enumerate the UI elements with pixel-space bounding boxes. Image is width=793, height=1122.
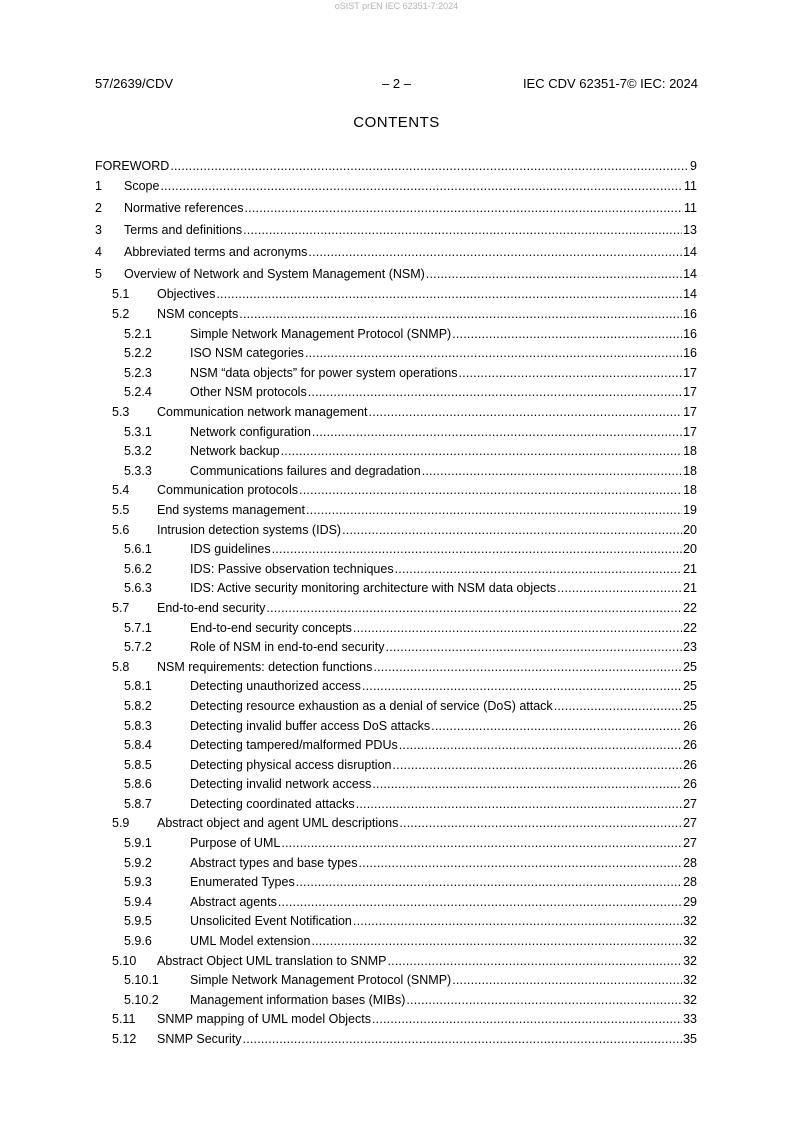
dot-leader — [554, 697, 682, 717]
toc-entry-page: 26 — [683, 718, 697, 733]
contents-title: CONTENTS — [353, 114, 440, 131]
dot-leader — [406, 991, 682, 1011]
toc-entry-title: Detecting physical access disruption — [190, 757, 392, 772]
toc-entry-number: 5.3.2 — [124, 444, 152, 459]
toc-entry-title: UML Model extension — [190, 934, 311, 949]
toc-entry[interactable] — [95, 814, 697, 834]
toc-entry-page: 33 — [683, 1012, 697, 1027]
toc-entry-number: 5.8.6 — [124, 777, 152, 792]
toc-entry[interactable] — [95, 462, 697, 482]
dot-leader — [353, 619, 682, 639]
toc-entry[interactable] — [95, 481, 697, 501]
toc-entry[interactable] — [95, 579, 697, 599]
toc-entry-page: 32 — [683, 973, 697, 988]
toc-entry[interactable] — [95, 834, 697, 854]
toc-entry-title: NSM requirements: detection functions — [157, 659, 373, 674]
dot-leader — [278, 893, 682, 913]
toc-entry-title: Detecting invalid network access — [190, 777, 372, 792]
toc-entry[interactable] — [95, 364, 697, 384]
header-standard-id: IEC CDV 62351-7© IEC: 2024 — [522, 76, 698, 91]
toc-entry-number: 5.8.4 — [124, 738, 152, 753]
toc-entry-page: 21 — [683, 581, 697, 596]
toc-entry[interactable] — [95, 1010, 697, 1030]
toc-entry-title: End-to-end security — [157, 600, 266, 615]
dot-leader — [426, 264, 682, 286]
toc-entry[interactable] — [95, 220, 697, 242]
toc-entry-page: 18 — [683, 483, 697, 498]
toc-entry-number: 5.7.1 — [124, 620, 152, 635]
toc-entry-number: 5 — [95, 266, 102, 281]
toc-entry-title: Detecting tampered/malformed PDUs — [190, 738, 398, 753]
toc-entry-number: 5.6.2 — [124, 561, 152, 576]
dot-leader — [358, 854, 682, 874]
toc-entry-page: 32 — [683, 914, 697, 929]
toc-entry-page: 23 — [683, 640, 697, 655]
toc-entry-title: Detecting unauthorized access — [190, 679, 361, 694]
toc-entry[interactable] — [95, 697, 697, 717]
toc-entry-number: 5.9.6 — [124, 934, 152, 949]
toc-entry[interactable] — [95, 176, 697, 198]
dot-leader — [272, 540, 682, 560]
dot-leader — [299, 481, 682, 501]
toc-entry-title: Abstract types and base types — [190, 855, 358, 870]
toc-entry-number: 5.1 — [112, 287, 130, 302]
toc-entry-title: Other NSM protocols — [190, 385, 307, 400]
toc-entry-title: Overview of Network and System Management (NSM) — [124, 266, 425, 281]
dot-leader — [243, 220, 682, 242]
toc-entry-page: 32 — [683, 992, 697, 1007]
toc-entry[interactable] — [95, 156, 697, 176]
toc-entry[interactable] — [95, 677, 697, 697]
toc-entry-title: Intrusion detection systems (IDS) — [157, 522, 342, 537]
toc-entry-number: 5.2.3 — [124, 365, 152, 380]
toc-entry-title: Network configuration — [190, 424, 311, 439]
toc-entry-number: 5.6 — [112, 522, 130, 537]
toc-entry-page: 18 — [683, 463, 697, 478]
toc-entry[interactable] — [95, 658, 697, 678]
toc-entry-number: 5.10.1 — [124, 973, 159, 988]
toc-entry-page: 27 — [683, 816, 697, 831]
toc-entry-title: Normative references — [124, 200, 244, 215]
toc-entry-page: 14 — [683, 266, 697, 281]
toc-entry-number: 5.3.1 — [124, 424, 152, 439]
toc-entry-page: 16 — [683, 307, 697, 322]
toc-entry-page: 16 — [683, 346, 697, 361]
dot-leader — [296, 873, 682, 893]
toc-entry[interactable] — [95, 442, 697, 462]
toc-entry-title: Simple Network Management Protocol (SNMP) — [190, 973, 452, 988]
toc-entry[interactable] — [95, 560, 697, 580]
dot-leader — [395, 560, 683, 580]
toc-entry-number: 5.6.3 — [124, 581, 152, 596]
toc-entry-page: 17 — [683, 405, 697, 420]
dot-leader — [353, 912, 682, 932]
toc-entry-title: Scope — [124, 179, 160, 193]
toc-entry-page: 29 — [683, 894, 697, 909]
toc-entry[interactable] — [95, 305, 697, 325]
dot-leader — [311, 932, 682, 952]
toc-entry[interactable] — [95, 285, 697, 305]
toc-entry-title: NSM “data objects” for power system operations — [190, 365, 458, 380]
toc-entry-title: Abstract object and agent UML descriptions — [157, 816, 399, 831]
dot-leader — [393, 756, 683, 776]
toc-entry-number: 1 — [95, 179, 102, 193]
toc-entry-page: 11 — [684, 179, 697, 193]
toc-entry-title: Detecting invalid buffer access DoS attacks — [190, 718, 431, 733]
toc-entry-page: 25 — [683, 679, 697, 694]
toc-entry-page: 22 — [683, 620, 697, 635]
toc-entry-title: End-to-end security concepts — [190, 620, 352, 635]
toc-entry[interactable] — [95, 756, 697, 776]
toc-entry-page: 26 — [683, 757, 697, 772]
header-page-number: – 2 – — [382, 76, 411, 91]
watermark: oSIST prEN IEC 62351-7:2024 — [334, 1, 459, 11]
toc-entry-number: 5.9.5 — [124, 914, 152, 929]
toc-entry[interactable] — [95, 325, 697, 345]
toc-entry-number: 5.7.2 — [124, 640, 152, 655]
toc-entry-title: Simple Network Management Protocol (SNMP) — [190, 326, 452, 341]
toc-entry-title: Objectives — [157, 287, 216, 302]
toc-entry-title: Communications failures and degradation — [190, 463, 421, 478]
toc-entry-page: 25 — [683, 698, 697, 713]
toc-entry-number: 5.3.3 — [124, 463, 152, 478]
dot-leader — [266, 599, 682, 619]
toc-entry-number: 5.8.5 — [124, 757, 152, 772]
toc-entry-number: 5.8 — [112, 659, 130, 674]
dot-leader — [342, 521, 682, 541]
toc-entry-page: 28 — [683, 855, 697, 870]
toc-entry[interactable] — [95, 952, 697, 972]
dot-leader — [372, 1010, 682, 1030]
dot-leader — [372, 775, 682, 795]
dot-leader — [306, 501, 682, 521]
toc-entry-page: 14 — [683, 287, 697, 302]
toc-entry-title: Abbreviated terms and acronyms — [124, 244, 308, 259]
toc-entry-title: Enumerated Types — [190, 875, 295, 890]
dot-leader — [458, 364, 682, 384]
toc-entry-page: 26 — [683, 777, 697, 792]
toc-entry[interactable] — [95, 619, 697, 639]
toc-entry[interactable] — [95, 521, 697, 541]
toc-entry-number: 5.9.4 — [124, 894, 152, 909]
toc-entry[interactable] — [95, 912, 697, 932]
toc-entry-number: 5.8.1 — [124, 679, 152, 694]
toc-entry-number: 5.7 — [112, 600, 130, 615]
toc-entry-page: 20 — [683, 522, 697, 537]
dot-leader — [387, 952, 682, 972]
toc-entry-title: Terms and definitions — [124, 222, 243, 237]
toc-entry-title: Management information bases (MIBs) — [190, 992, 406, 1007]
toc-entry-page: 35 — [683, 1032, 697, 1047]
toc-entry-title: Purpose of UML — [190, 836, 281, 851]
toc-entry-number: 5.8.2 — [124, 698, 152, 713]
toc-entry[interactable] — [95, 264, 697, 286]
toc-entry-title: Communication protocols — [157, 483, 299, 498]
toc-entry-title: NSM concepts — [157, 307, 239, 322]
toc-entry-page: 18 — [683, 444, 697, 459]
toc-entry-page: 20 — [683, 542, 697, 557]
toc-entry-number: 5.2.2 — [124, 346, 152, 361]
dot-leader — [308, 242, 682, 264]
dot-leader — [452, 325, 682, 345]
toc-entry-page: 28 — [683, 875, 697, 890]
toc-entry-title: Unsolicited Event Notification — [190, 914, 352, 929]
toc-entry[interactable] — [95, 344, 697, 364]
toc-entry[interactable] — [95, 932, 697, 952]
toc-entry[interactable] — [95, 403, 697, 423]
toc-entry[interactable] — [95, 638, 697, 658]
toc-entry-number: 5.4 — [112, 483, 130, 498]
toc-entry-number: 4 — [95, 244, 102, 259]
toc-entry-title: Role of NSM in end-to-end security — [190, 640, 385, 655]
toc-entry-page: 21 — [683, 561, 697, 576]
toc-entry[interactable] — [95, 893, 697, 913]
toc-entry-page: 17 — [683, 365, 697, 380]
toc-entry[interactable] — [95, 854, 697, 874]
toc-entry-title: IDS guidelines — [190, 542, 271, 557]
toc-entry[interactable] — [95, 383, 697, 403]
toc-entry-number: 5.8.3 — [124, 718, 152, 733]
toc-entry[interactable] — [95, 775, 697, 795]
toc-entry-title: Detecting resource exhaustion as a denial of service (DoS) attack — [190, 698, 553, 713]
toc-entry-title: IDS: Active security monitoring architecture with NSM data objects — [190, 581, 557, 596]
dot-leader — [160, 176, 683, 198]
toc-entry-number: 5.2 — [112, 307, 130, 322]
toc-entry-page: 14 — [683, 244, 697, 259]
header-document-number: 57/2639/CDV — [95, 76, 174, 91]
dot-leader — [399, 736, 682, 756]
toc-entry-number: 5.12 — [112, 1032, 137, 1047]
toc-entry-page: 13 — [683, 222, 697, 237]
toc-entry-number: 5.9.2 — [124, 855, 152, 870]
dot-leader — [373, 658, 682, 678]
toc-entry-page: 17 — [683, 424, 697, 439]
toc-entry[interactable] — [95, 717, 697, 737]
toc-entry[interactable] — [95, 198, 697, 220]
toc-entry-number: 5.9.3 — [124, 875, 152, 890]
toc-entry-number: 5.9.1 — [124, 836, 152, 851]
toc-entry-title: Network backup — [190, 444, 280, 459]
toc-entry-title: Abstract agents — [190, 894, 277, 909]
toc-entry[interactable] — [95, 501, 697, 521]
toc-entry-number: 2 — [95, 200, 102, 215]
table-of-contents — [95, 156, 697, 1050]
toc-entry-page: 27 — [683, 836, 697, 851]
toc-entry-number: 5.9 — [112, 816, 130, 831]
dot-leader — [243, 1030, 683, 1050]
toc-entry-number: 5.11 — [112, 1012, 136, 1027]
toc-entry-page: 9 — [690, 159, 697, 173]
toc-entry-number: 5.2.1 — [124, 326, 152, 341]
toc-entry-title: Communication network management — [157, 405, 368, 420]
dot-leader — [362, 677, 682, 697]
toc-entry-number: 5.2.4 — [124, 385, 152, 400]
toc-entry-number: 5.10 — [112, 953, 137, 968]
toc-entry-title: Abstract Object UML translation to SNMP — [157, 953, 387, 968]
toc-entry[interactable] — [95, 795, 697, 815]
dot-leader — [312, 423, 682, 443]
toc-entry-title: FOREWORD — [95, 159, 170, 173]
toc-entry[interactable] — [95, 736, 697, 756]
dot-leader — [216, 285, 682, 305]
toc-entry-number: 5.3 — [112, 405, 130, 420]
toc-entry[interactable] — [95, 873, 697, 893]
toc-entry-page: 32 — [683, 934, 697, 949]
dot-leader — [281, 442, 682, 462]
dot-leader — [239, 305, 682, 325]
dot-leader — [369, 403, 683, 423]
toc-entry[interactable] — [95, 1030, 697, 1050]
toc-entry-page: 22 — [683, 600, 697, 615]
toc-entry[interactable] — [95, 423, 697, 443]
toc-entry-title: ISO NSM categories — [190, 346, 304, 361]
toc-entry[interactable] — [95, 971, 697, 991]
toc-entry-title: IDS: Passive observation techniques — [190, 561, 394, 576]
dot-leader — [305, 344, 682, 364]
toc-entry[interactable] — [95, 242, 697, 264]
dot-leader — [399, 814, 682, 834]
toc-entry[interactable] — [95, 991, 697, 1011]
toc-entry-page: 16 — [683, 326, 697, 341]
toc-entry-title: End systems management — [157, 502, 305, 517]
dot-leader — [557, 579, 682, 599]
dot-leader — [452, 971, 682, 991]
dot-leader — [431, 717, 682, 737]
dot-leader — [386, 638, 683, 658]
toc-entry-number: 5.8.7 — [124, 796, 152, 811]
toc-entry-page: 25 — [683, 659, 697, 674]
dot-leader — [308, 383, 682, 403]
toc-entry-title: SNMP mapping of UML model Objects — [157, 1012, 371, 1027]
toc-entry[interactable] — [95, 540, 697, 560]
toc-entry-number: 5.5 — [112, 502, 130, 517]
toc-entry-number: 3 — [95, 222, 102, 237]
toc-entry[interactable] — [95, 599, 697, 619]
toc-entry-page: 27 — [683, 796, 697, 811]
toc-entry-number: 5.6.1 — [124, 542, 152, 557]
dot-leader — [170, 156, 689, 176]
toc-entry-page: 17 — [683, 385, 697, 400]
toc-entry-title: SNMP Security — [157, 1032, 242, 1047]
dot-leader — [356, 795, 682, 815]
toc-entry-page: 26 — [683, 738, 697, 753]
toc-entry-page: 19 — [683, 502, 697, 517]
toc-entry-page: 11 — [684, 200, 697, 215]
dot-leader — [281, 834, 682, 854]
toc-entry-number: 5.10.2 — [124, 992, 159, 1007]
toc-entry-page: 32 — [683, 953, 697, 968]
dot-leader — [422, 462, 682, 482]
toc-entry-title: Detecting coordinated attacks — [190, 796, 355, 811]
dot-leader — [245, 198, 684, 220]
